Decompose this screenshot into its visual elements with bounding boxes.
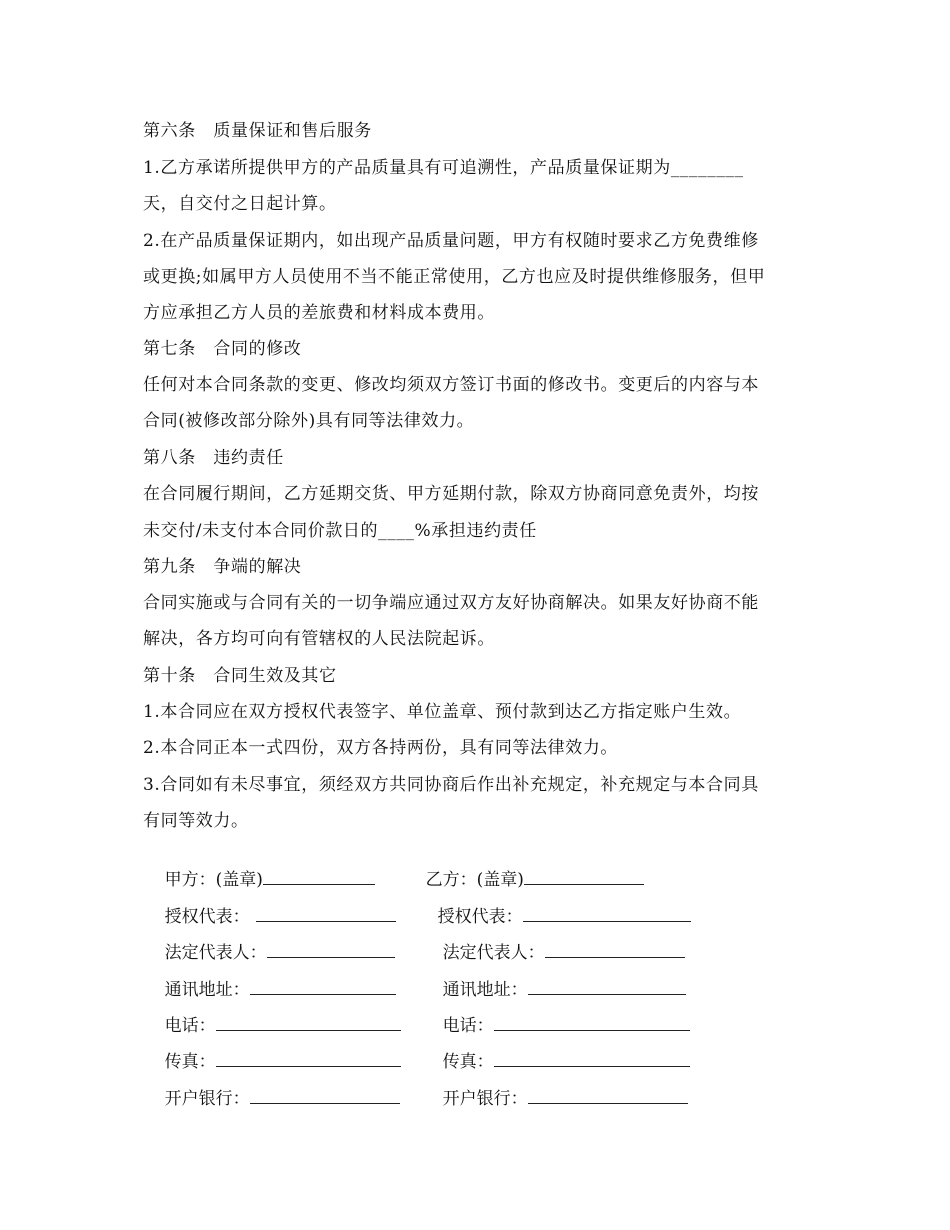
article-6-clause-2-line-2: 或更换;如属甲方人员使用不当不能正常使用，乙方也应及时提供维修服务，但甲: [143, 267, 766, 287]
party-b-address-label: 通讯地址：: [442, 980, 528, 1000]
article-8-text-line-2: 未交付/未支付本合同价款日的____%承担违约责任: [143, 521, 537, 541]
article-6-heading: 第六条 质量保证和售后服务: [143, 121, 372, 141]
article-10-clause-1: 1.本合同应在双方授权代表签字、单位盖章、预付款到达乙方指定账户生效。: [143, 702, 742, 722]
party-a-auth-rep-label: 授权代表：: [164, 907, 250, 927]
article-7-text-line-2: 合同(被修改部分除外)具有同等法律效力。: [143, 411, 475, 431]
party-a-legal-rep-label: 法定代表人：: [164, 943, 267, 963]
article-7-heading: 第七条 合同的修改: [143, 339, 302, 359]
article-6-clause-2-line-1: 2.在产品质量保证期内，如出现产品质量问题，甲方有权随时要求乙方免费维修: [143, 231, 759, 251]
party-b-bank-blank: [528, 1087, 688, 1104]
party-a-bank-row: [143, 1065, 400, 1132]
party-b-legal-rep-label: 法定代表人：: [442, 943, 545, 963]
article-6-clause-1-line-1: 1.乙方承诺所提供甲方的产品质量具有可追溯性，产品质量保证期为________: [143, 158, 744, 178]
party-a-seal-label: 甲方：(盖章): [164, 870, 263, 890]
party-a-address-label: 通讯地址：: [164, 980, 250, 1000]
article-10-clause-2: 2.本合同正本一式四份，双方各持两份，具有同等法律效力。: [143, 738, 619, 758]
article-10-clause-3-line-1: 3.合同如有未尽事宜，须经双方共同协商后作出补充规定，补充规定与本合同具: [143, 775, 759, 795]
party-b-bank-label: 开户银行：: [442, 1089, 528, 1109]
article-8-text-line-1: 在合同履行期间，乙方延期交货、甲方延期付款，除双方协商同意免责外，均按: [143, 484, 759, 504]
party-a-fax-label: 传真：: [164, 1052, 216, 1072]
party-a-phone-label: 电话：: [164, 1016, 216, 1036]
article-9-text-line-1: 合同实施或与合同有关的一切争端应通过双方友好协商解决。如果友好协商不能: [143, 593, 759, 613]
article-7-text-line-1: 任何对本合同条款的变更、修改均须双方签订书面的修改书。变更后的内容与本: [143, 375, 759, 395]
article-8-heading: 第八条 违约责任: [143, 448, 284, 468]
party-a-bank-blank: [250, 1087, 400, 1104]
party-b-seal-label: 乙方：(盖章): [425, 870, 524, 890]
article-10-heading: 第十条 合同生效及其它: [143, 666, 337, 686]
article-10-clause-3-line-2: 有同等效力。: [143, 811, 249, 831]
party-b-bank-row: [421, 1065, 688, 1132]
article-6-clause-1-line-2: 天，自交付之日起计算。: [143, 194, 337, 214]
article-9-text-line-2: 解决，各方均可向有管辖权的人民法院起诉。: [143, 629, 495, 649]
article-6-clause-2-line-3: 方应承担乙方人员的差旅费和材料成本费用。: [143, 303, 495, 323]
party-b-phone-label: 电话：: [442, 1016, 494, 1036]
party-a-bank-label: 开户银行：: [164, 1089, 250, 1109]
article-9-heading: 第九条 争端的解决: [143, 557, 302, 577]
party-b-fax-label: 传真：: [442, 1052, 494, 1072]
party-b-auth-rep-label: 授权代表：: [437, 907, 523, 927]
